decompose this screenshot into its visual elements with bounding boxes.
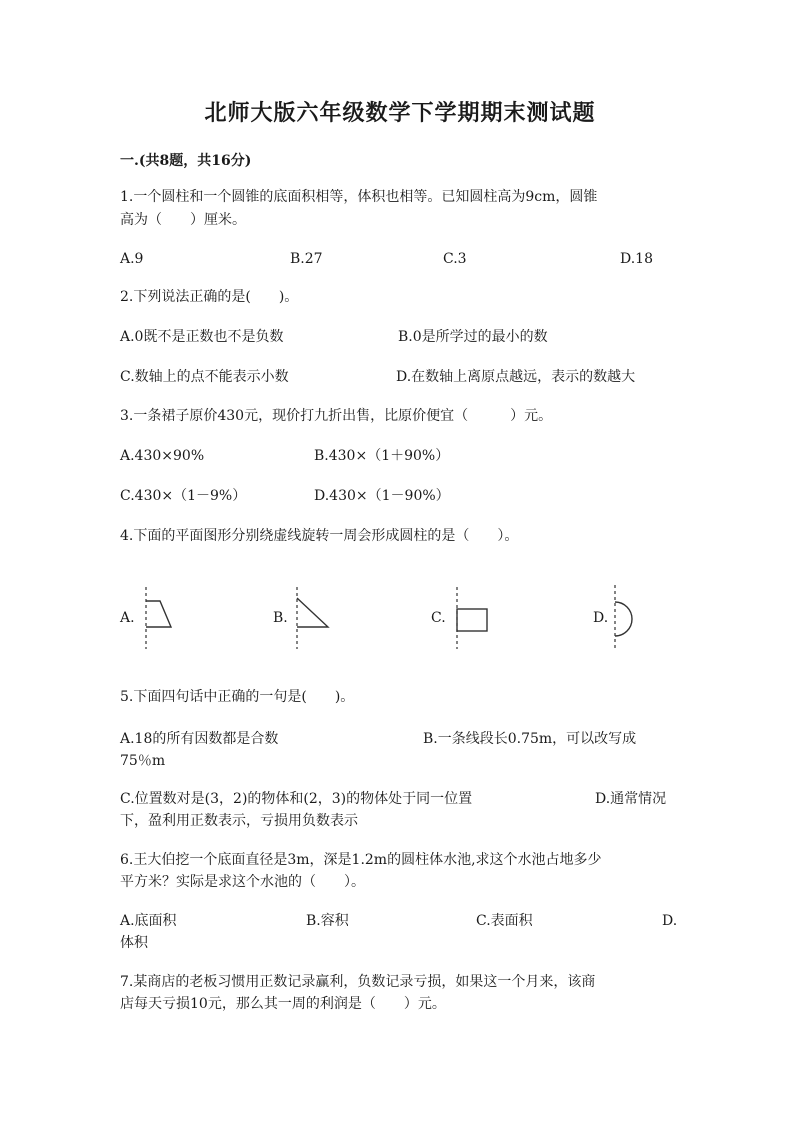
q4-stem: 4.下面的平面图形分别绕虚线旋转一周会形成圆柱的是（ ）。 <box>120 528 519 544</box>
q7-stem-line2: 店每天亏损10元，那么其一周的利润是（ ）元。 <box>120 996 446 1012</box>
page-title: 北师大版六年级数学下学期期末测试题 <box>204 100 596 126</box>
q5-option-d-cont: 下，盈利用正数表示，亏损用负数表示 <box>120 813 358 829</box>
q1-option-d: D.18 <box>620 251 653 267</box>
q2-option-c: C.数轴上的点不能表示小数 <box>120 369 289 385</box>
q6-stem-line2: 平方米？实际是求这个水池的（ ）。 <box>120 874 365 890</box>
q2-option-d: D.在数轴上离原点越远，表示的数越大 <box>396 369 636 385</box>
q3-option-d: D.430×（1－90%） <box>314 488 450 504</box>
q3-option-a: A.430×90% <box>120 448 205 464</box>
q6-option-c: C.表面积 <box>476 913 533 929</box>
q6-option-d-cont: 体积 <box>120 935 148 951</box>
q7-stem-line1: 7.某商店的老板习惯用正数记录赢利，负数记录亏损，如果这一个月来，该商 <box>120 974 596 990</box>
q5-option-b-cont: 75％m <box>120 753 166 769</box>
q5-stem: 5.下面四句话中正确的一句是( )。 <box>120 689 355 705</box>
q6-option-b: B.容积 <box>306 913 349 929</box>
q5-option-d: D.通常情况 <box>595 791 667 807</box>
q4-figure-a-trapezoid <box>138 585 178 655</box>
q1-option-b: B.27 <box>290 251 323 267</box>
q1-option-c: C.3 <box>443 251 467 267</box>
q6-option-d: D. <box>662 913 678 929</box>
q4-label-b: B. <box>273 610 288 626</box>
q3-stem: 3.一条裙子原价430元，现价打九折出售，比原价便宜（ ）元。 <box>120 408 553 424</box>
q1-stem-line1: 1.一个圆柱和一个圆锥的底面积相等，体积也相等。已知圆柱高为9cm，圆锥 <box>120 189 598 205</box>
q4-figure-b-triangle <box>290 585 335 655</box>
q3-option-b: B.430×（1＋90%） <box>314 448 450 464</box>
q1-stem-line2: 高为（ ）厘米。 <box>120 212 246 228</box>
q4-label-c: C. <box>431 610 446 626</box>
q2-option-b: B.0是所学过的最小的数 <box>398 329 548 345</box>
q4-label-d: D. <box>593 610 609 626</box>
q5-option-c: C.位置数对是(3，2)的物体和(2，3)的物体处于同一位置 <box>120 791 473 807</box>
q2-stem: 2.下列说法正确的是( )。 <box>120 289 299 305</box>
q3-option-c: C.430×（1－9%） <box>120 488 247 504</box>
q6-stem-line1: 6.王大伯挖一个底面直径是3m，深是1.2m的圆柱体水池,求这个水池占地多少 <box>120 852 602 868</box>
q4-label-a: A. <box>120 610 135 626</box>
q5-option-b: B.一条线段长0.75m，可以改写成 <box>423 731 637 747</box>
q4-figure-c-rectangle <box>450 585 495 655</box>
q2-option-a: A.0既不是正数也不是负数 <box>120 329 284 345</box>
section-heading: 一.(共8题，共16分) <box>120 153 252 169</box>
q4-figure-d-semicircle <box>608 583 648 653</box>
q1-option-a: A.9 <box>120 251 144 267</box>
q6-option-a: A.底面积 <box>120 913 177 929</box>
q5-option-a: A.18的所有因数都是合数 <box>120 731 279 747</box>
